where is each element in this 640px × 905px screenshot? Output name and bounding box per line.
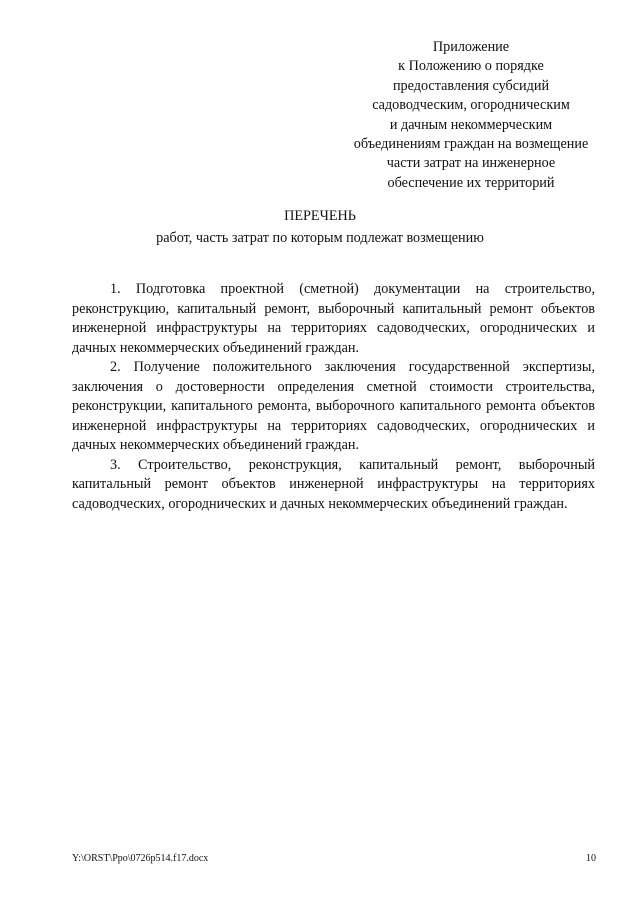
appendix-line: обеспечение их территорий [387, 174, 555, 191]
appendix-line: к Положению о порядке [398, 58, 544, 75]
document-title: ПЕРЕЧЕНЬ [284, 208, 356, 224]
appendix-line: Приложение [432, 39, 510, 55]
document-body [72, 280, 595, 514]
appendix-line: садоводческим, огородническим [372, 97, 570, 114]
footer-file-path: Y:\ORST\Ppo\0726p514.f17.docx [72, 853, 209, 864]
page-number: 10 [586, 853, 596, 864]
appendix-line: и дачным некоммерческим [389, 116, 553, 133]
document-subtitle: работ, часть затрат по которым подлежат возмещению [156, 230, 484, 246]
list-item: 1. Подготовка проектной (сметной) документации на строительство, реконструкцию, капитальный ремонт, выборочный капитальный ремонт объектов инженерной инфраструктуры на территориях садоводческих, огороднических и дачных некоммерческих объединений граждан. [72, 281, 595, 356]
list-item: 2. Получение положительного заключения государственной экспертизы, заключения о достоверности определения сметной стоимости строительства, реконструкции, капитального ремонта, выборочного капитального ремонта объектов инженерной инфраструктуры на территориях садоводческих, огороднических и дачных некоммерческих объединений граждан. [72, 359, 595, 453]
appendix-line: предоставления субсидий [392, 77, 550, 94]
appendix-line: части затрат на инженерное [386, 155, 556, 172]
list-item: 3. Строительство, реконструкция, капитальный ремонт, выборочный капитальный ремонт объектов инженерной инфраструктуры на территориях садоводческих, огороднических и дачных некоммерческих объединений граждан. [72, 456, 595, 512]
appendix-line: объединениям граждан на возмещение [353, 136, 589, 153]
appendix-block [340, 38, 602, 193]
